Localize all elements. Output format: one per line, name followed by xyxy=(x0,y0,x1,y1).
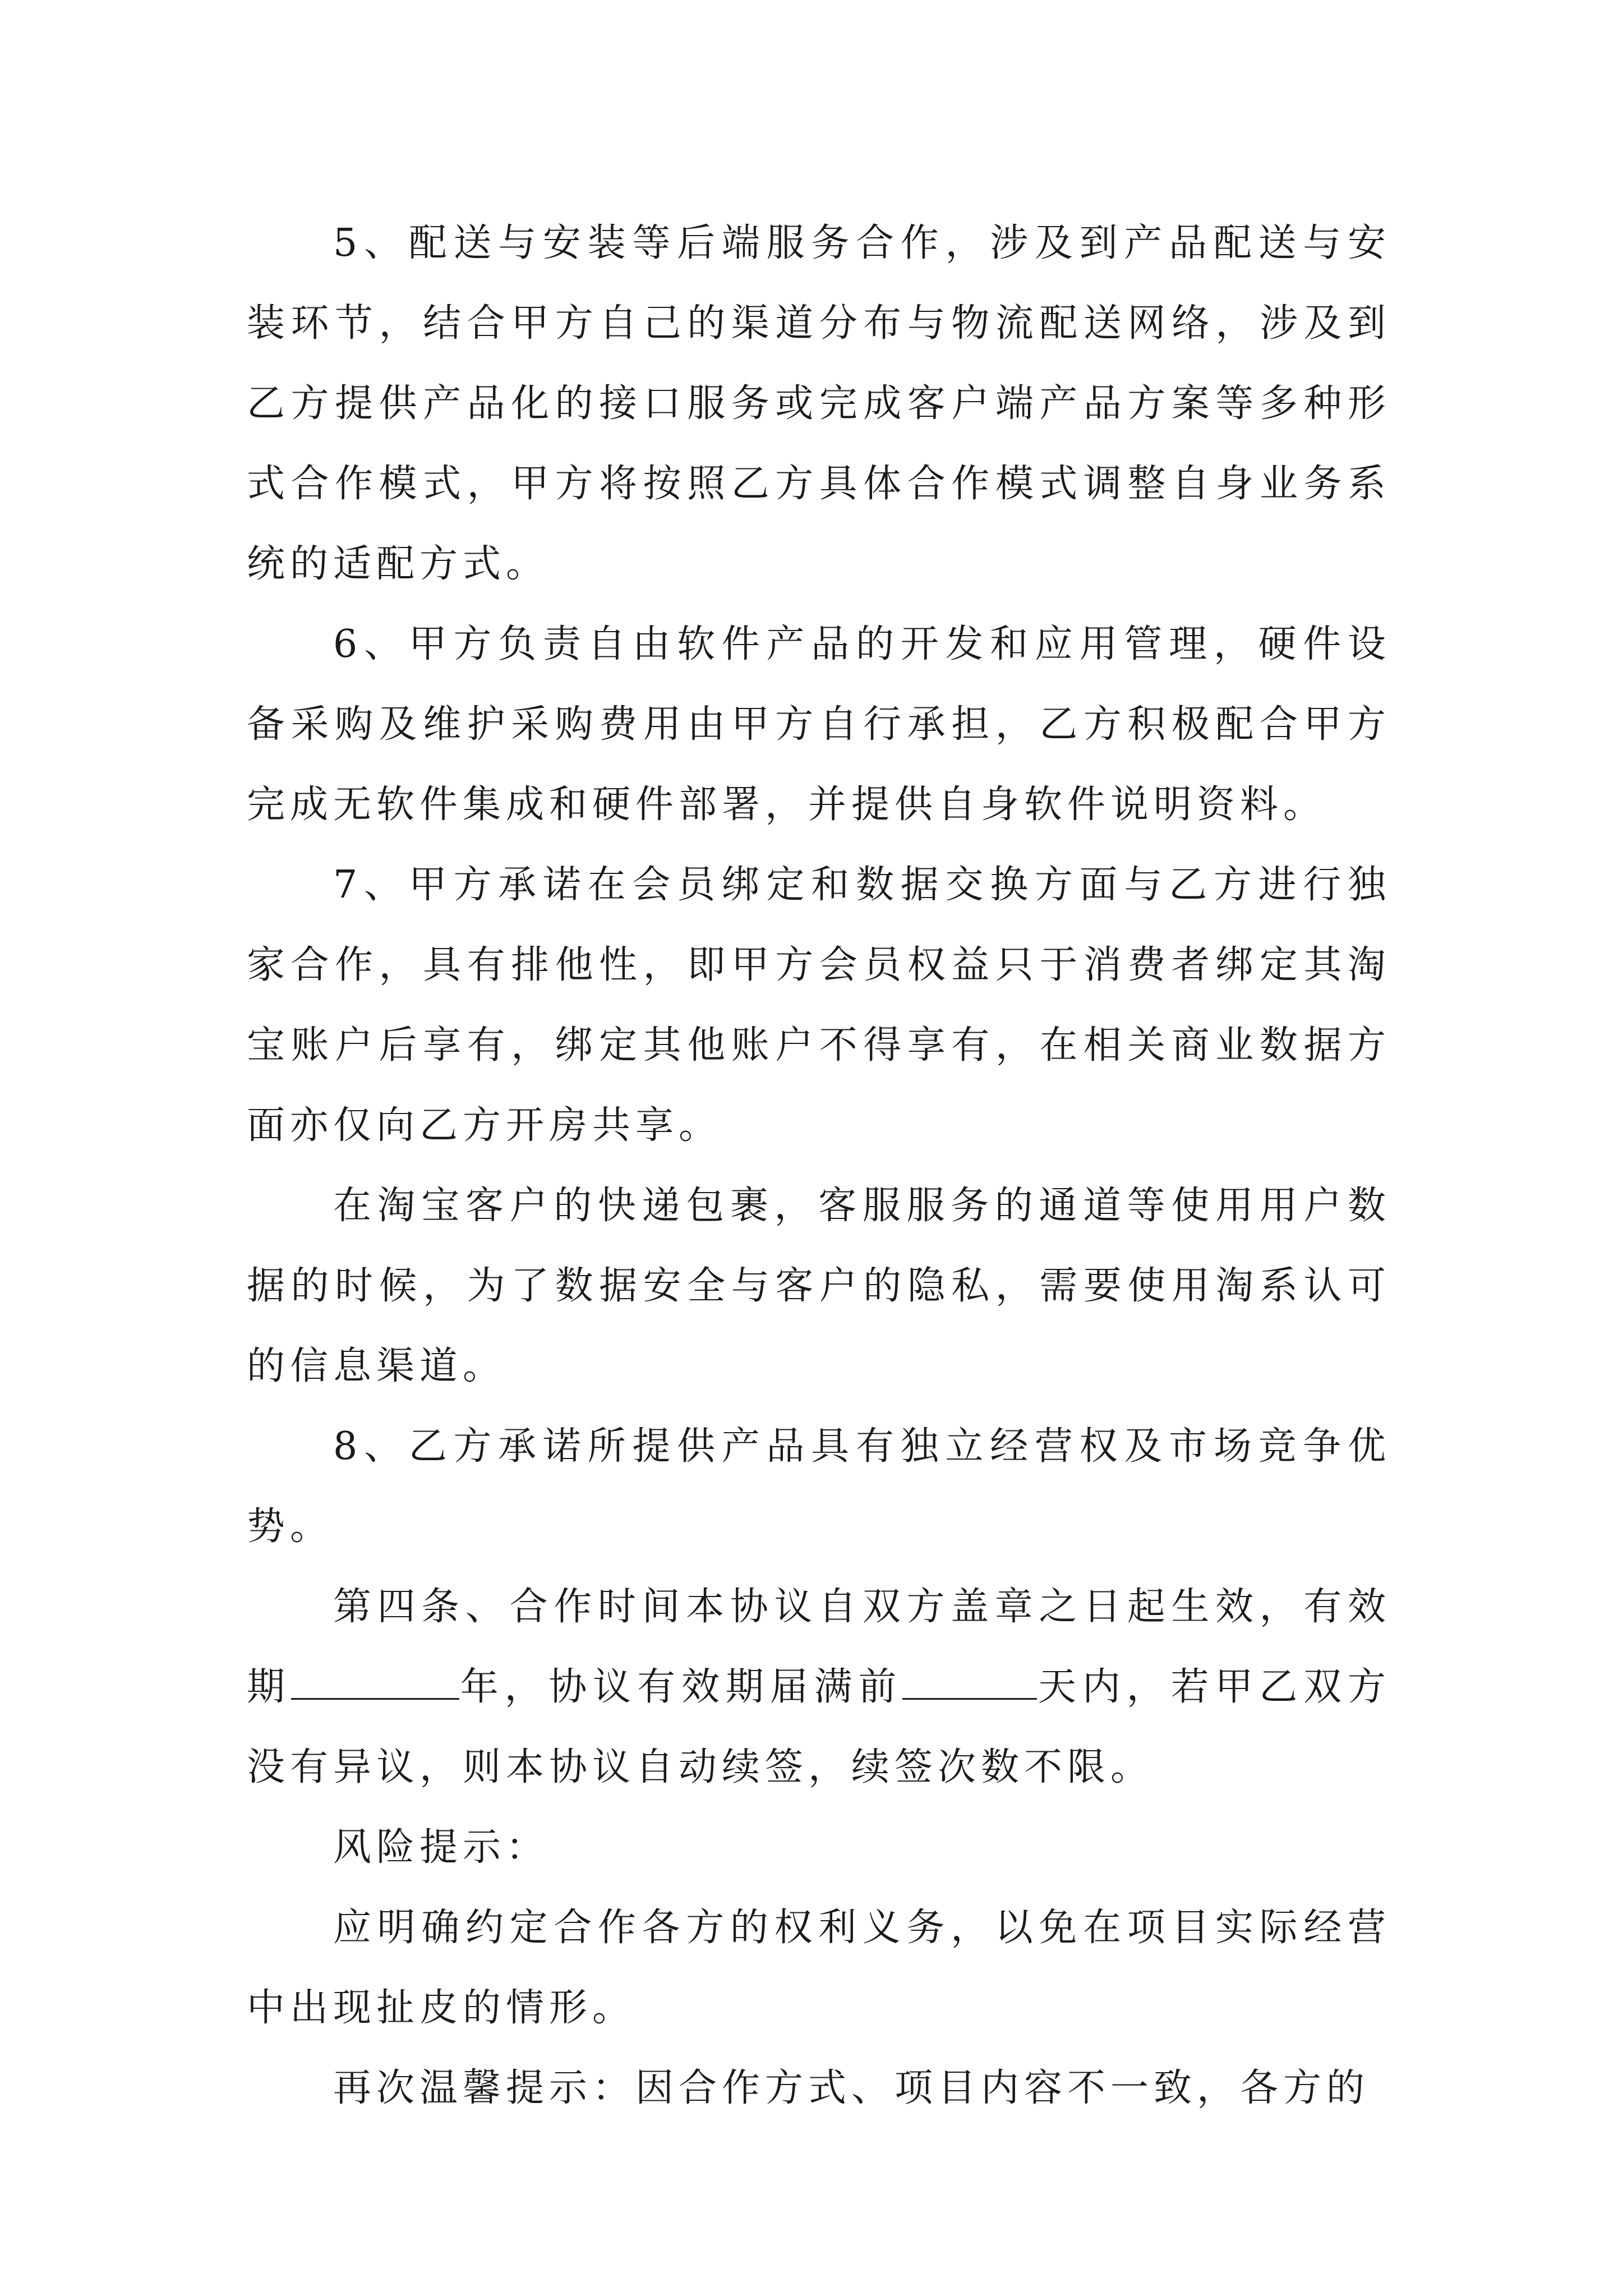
paragraph-item-7 xyxy=(247,845,1391,1166)
risk-title xyxy=(247,1807,1391,1888)
paragraph-text: 应明确约定合作各方的权利义务，以免在项目实际经营中出现扯皮的情形。 xyxy=(247,1906,1391,2030)
paragraph-text: 在淘宝客户的快递包裹，客服服务的通道等使用用户数据的时候，为了数据安全与客户的隐私，需要使用淘系认可的信息渠道。 xyxy=(247,1184,1391,1388)
paragraph-item-8 xyxy=(247,1406,1391,1567)
paragraph-text: 7、甲方承诺在会员绑定和数据交换方面与乙方进行独家合作，具有排他性，即甲方会员权益只于消费者绑定其淘宝账户后享有，绑定其他账户不得享有，在相关商业数据方面亦仅向乙方开房共享。 xyxy=(247,863,1391,1148)
article-4-text-part1: 第四条、合作时间本协议自双方盖章之日起生效，有效期 xyxy=(247,1585,1391,1709)
paragraph-text: 8、乙方承诺所提供产品具有独立经营权及市场竞争优势。 xyxy=(247,1424,1391,1549)
paragraph-article-4 xyxy=(247,1567,1391,1807)
reminder-paragraph xyxy=(247,2048,1391,2128)
risk-body xyxy=(247,1888,1391,2048)
paragraph-text: 5、配送与安装等后端服务合作，涉及到产品配送与安装环节，结合甲方自己的渠道分布与物流配送网络，涉及到乙方提供产品化的接口服务或完成客户端产品方案等多种形式合作模式，甲方将按照乙方具体合作模式调整自身业务系统的适配方式。 xyxy=(247,221,1391,586)
notice-days-blank xyxy=(902,1664,1037,1700)
paragraph-text: 再次温馨提示：因合作方式、项目内容不一致，各方的 xyxy=(333,2066,1370,2110)
paragraph-text: 风险提示： xyxy=(333,1825,550,1870)
paragraph-item-5 xyxy=(247,203,1391,604)
validity-years-blank xyxy=(291,1664,459,1700)
paragraph-taobao-channel xyxy=(247,1166,1391,1406)
document-body xyxy=(247,203,1391,2128)
paragraph-text: 6、甲方负责自由软件产品的开发和应用管理，硬件设备采购及维护采购费用由甲方自行承担，乙方积极配合甲方完成无软件集成和硬件部署，并提供自身软件说明资料。 xyxy=(247,622,1391,827)
paragraph-item-6 xyxy=(247,604,1391,845)
article-4-text-part3: 天内，若甲乙双方没有异议，则本协议自动续签，续签次数不限。 xyxy=(247,1665,1391,1789)
article-4-text-part2: 年，协议有效期届满前 xyxy=(459,1665,903,1709)
